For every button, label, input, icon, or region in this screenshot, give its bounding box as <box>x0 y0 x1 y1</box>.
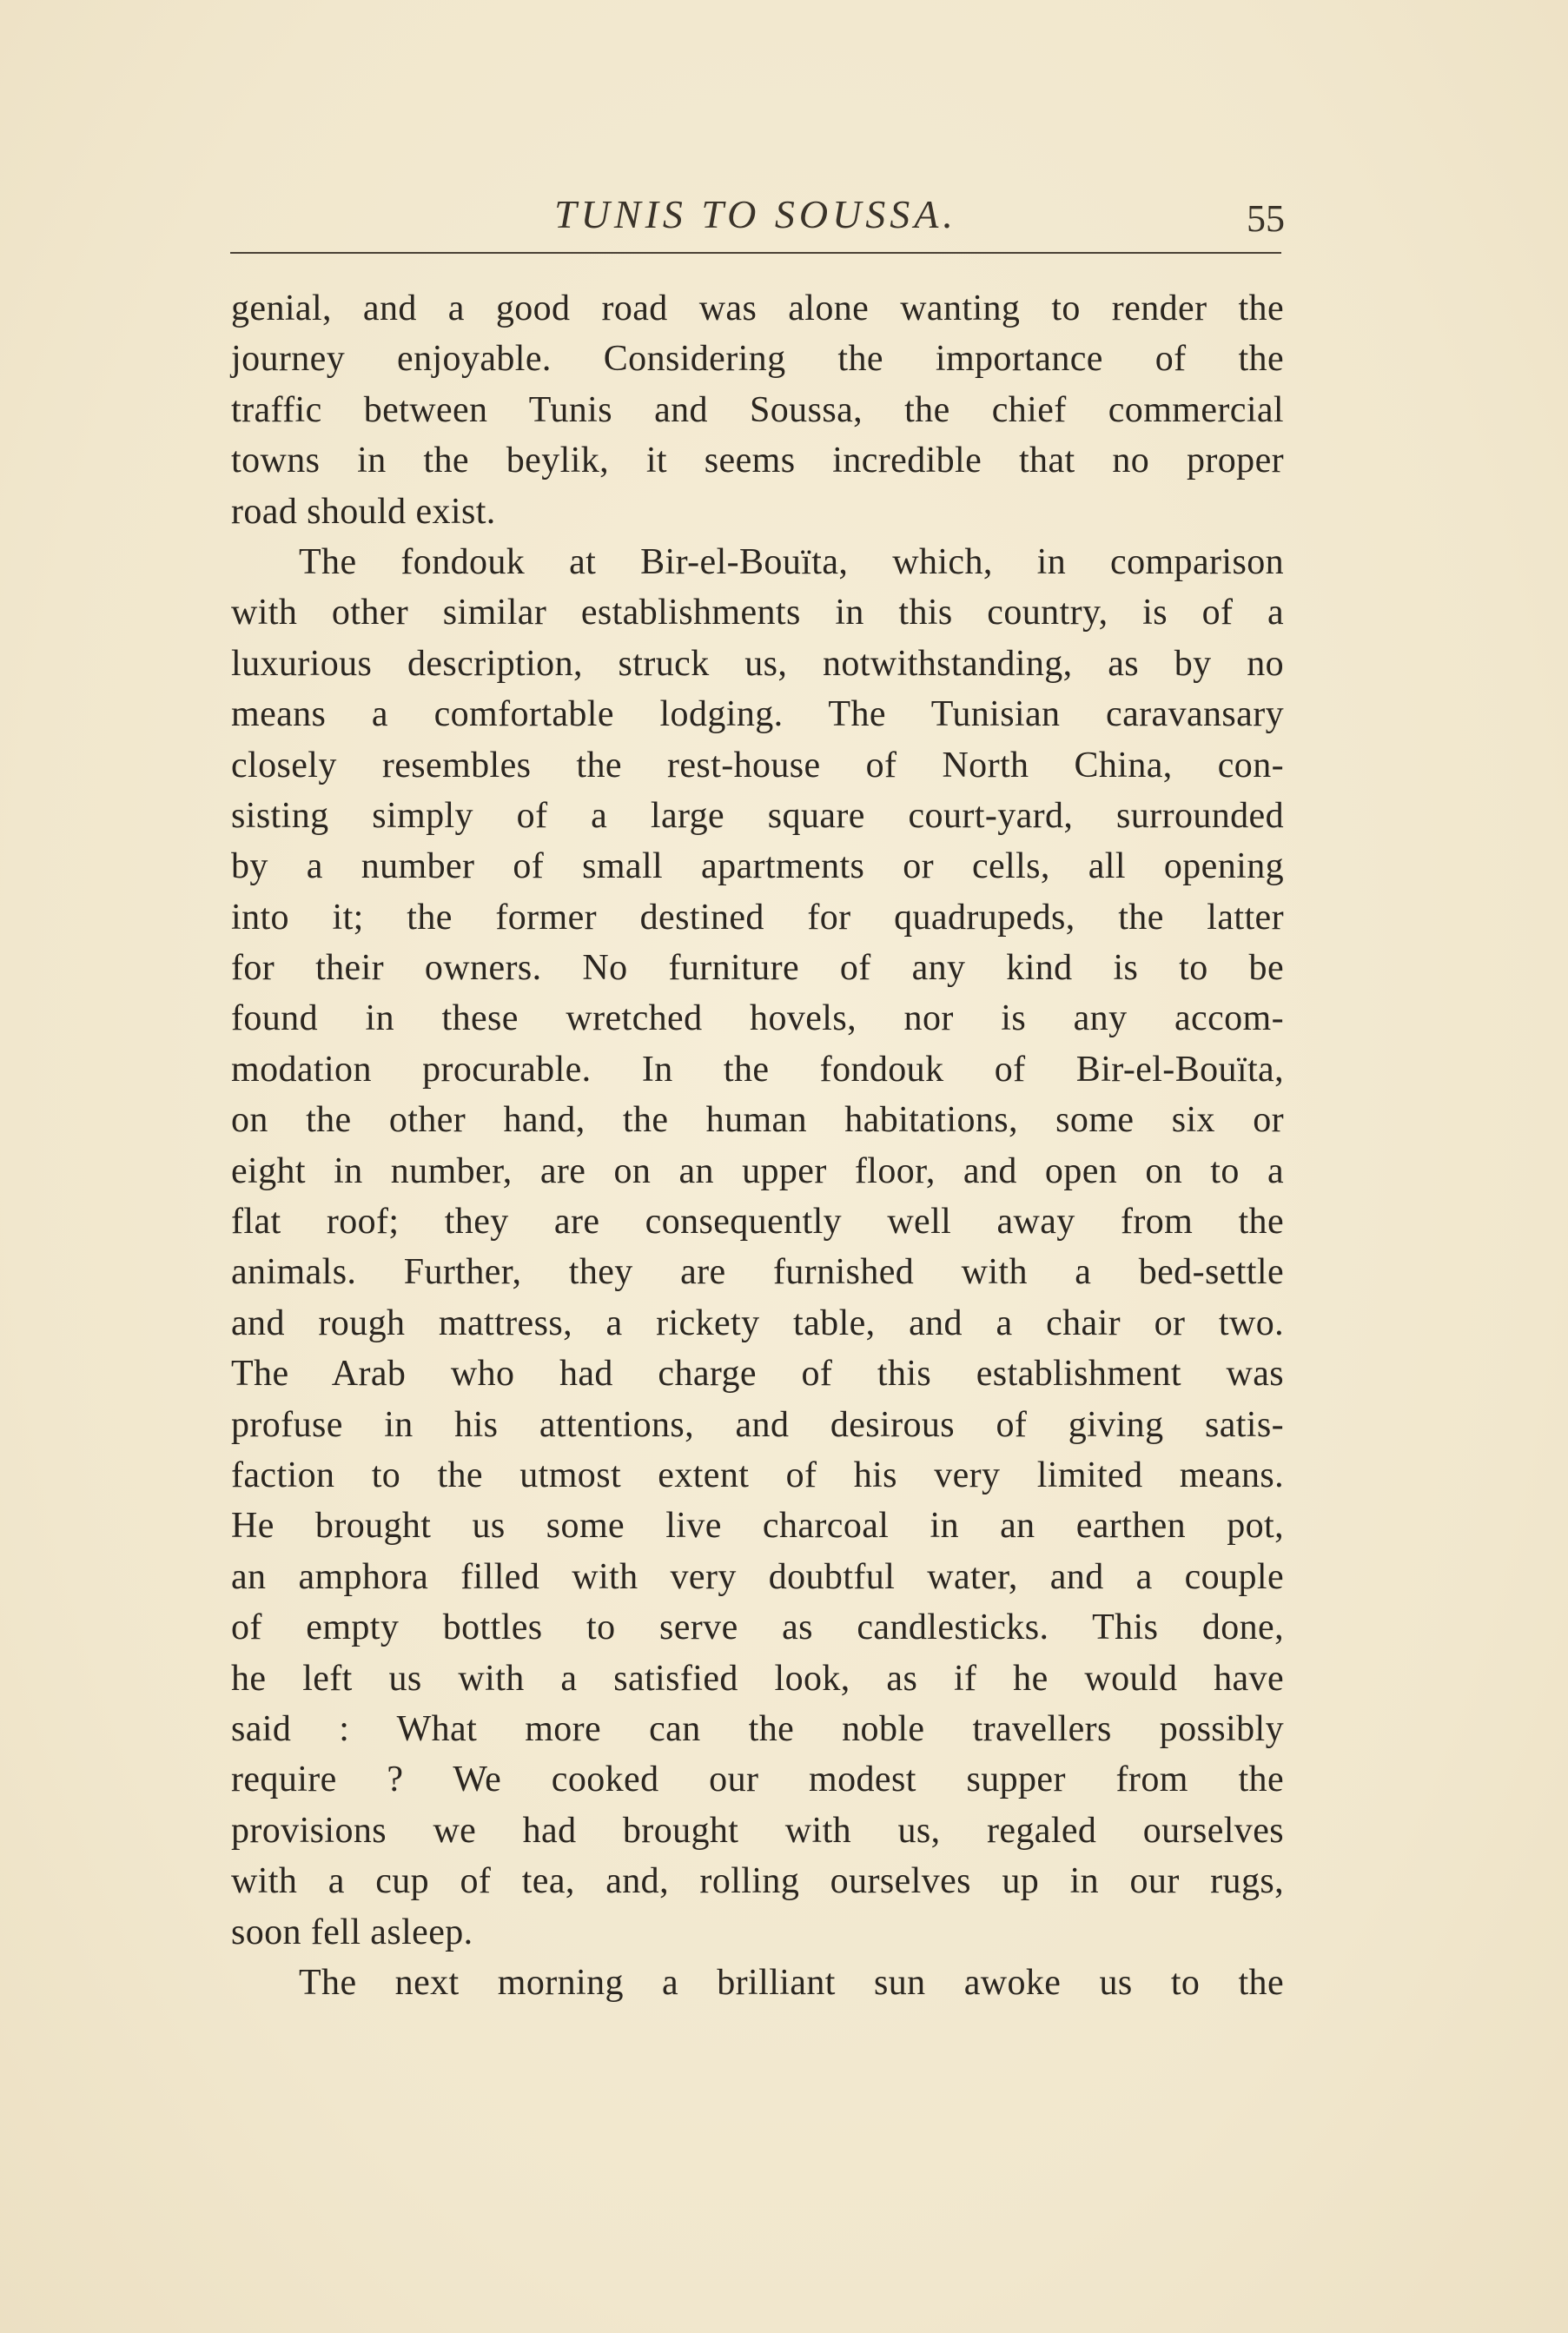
text-line: he left us with a satisfied look, as if he would have <box>231 1658 1284 1699</box>
page-header <box>230 184 1285 254</box>
text-line: He brought us some live charcoal in an earthen pot, <box>231 1506 1284 1547</box>
text-line: sisting simply of a large square court-yard, surrounded <box>231 795 1284 836</box>
text-line: with other similar establishments in this country, is of a <box>231 593 1284 633</box>
text-line: luxurious description, struck us, notwithstanding, as by no <box>231 643 1284 684</box>
text-line: provisions we had brought with us, regaled ourselves <box>231 1810 1284 1851</box>
text-line: on the other hand, the human habitations, some six or <box>231 1100 1284 1141</box>
text-line: into it; the former destined for quadrupeds, the latter <box>231 897 1284 938</box>
text-line: The next morning a brilliant sun awoke us to the <box>299 1962 1284 2003</box>
text-line: The Arab who had charge of this establishment was <box>231 1354 1284 1395</box>
text-line: profuse in his attentions, and desirous of giving satis- <box>231 1404 1284 1445</box>
text-line: eight in number, are on an upper floor, and open on to a <box>231 1150 1284 1191</box>
text-line: flat roof; they are consequently well away from the <box>231 1202 1284 1243</box>
text-line: closely resembles the rest-house of North China, con- <box>231 745 1284 785</box>
text-line: journey enjoyable. Considering the importance of the <box>231 339 1284 380</box>
text-line: animals. Further, they are furnished with a bed-settle <box>231 1252 1284 1293</box>
body-text <box>231 283 1284 2008</box>
text-line: an amphora filled with very doubtful water, and a couple <box>231 1556 1284 1597</box>
text-line: by a number of small apartments or cells, all opening <box>231 846 1284 887</box>
text-line: for their owners. No furniture of any kind is to be <box>231 948 1284 989</box>
text-line: road should exist. <box>231 491 496 532</box>
header-rule <box>230 252 1281 254</box>
text-line: said : What more can the noble travellers possibly <box>231 1708 1284 1749</box>
text-line: traffic between Tunis and Soussa, the chief commercial <box>231 389 1284 430</box>
text-line: require ? We cooked our modest supper from the <box>231 1760 1284 1800</box>
text-line: soon fell asleep. <box>231 1912 473 1952</box>
text-line: means a comfortable lodging. The Tunisian caravansary <box>231 694 1284 735</box>
text-line: found in these wretched hovels, nor is any accom- <box>231 998 1284 1039</box>
text-line: genial, and a good road was alone wanting to render the <box>231 288 1284 328</box>
running-head: TUNIS TO SOUSSA. <box>554 192 957 236</box>
text-line: towns in the beylik, it seems incredible that no proper <box>231 441 1284 481</box>
text-line: The fondouk at Bir-el-Bouïta, which, in comparison <box>299 541 1284 582</box>
text-line: of empty bottles to serve as candlesticks. This done, <box>231 1607 1284 1648</box>
text-line: faction to the utmost extent of his very limited means. <box>231 1455 1284 1495</box>
page-number: 55 <box>1247 197 1285 240</box>
text-line: with a cup of tea, and, rolling ourselves up in our rugs, <box>231 1861 1284 1902</box>
text-line: and rough mattress, a rickety table, and a chair or two. <box>231 1302 1284 1343</box>
text-line: modation procurable. In the fondouk of Bir-el-Bouïta, <box>231 1049 1284 1090</box>
